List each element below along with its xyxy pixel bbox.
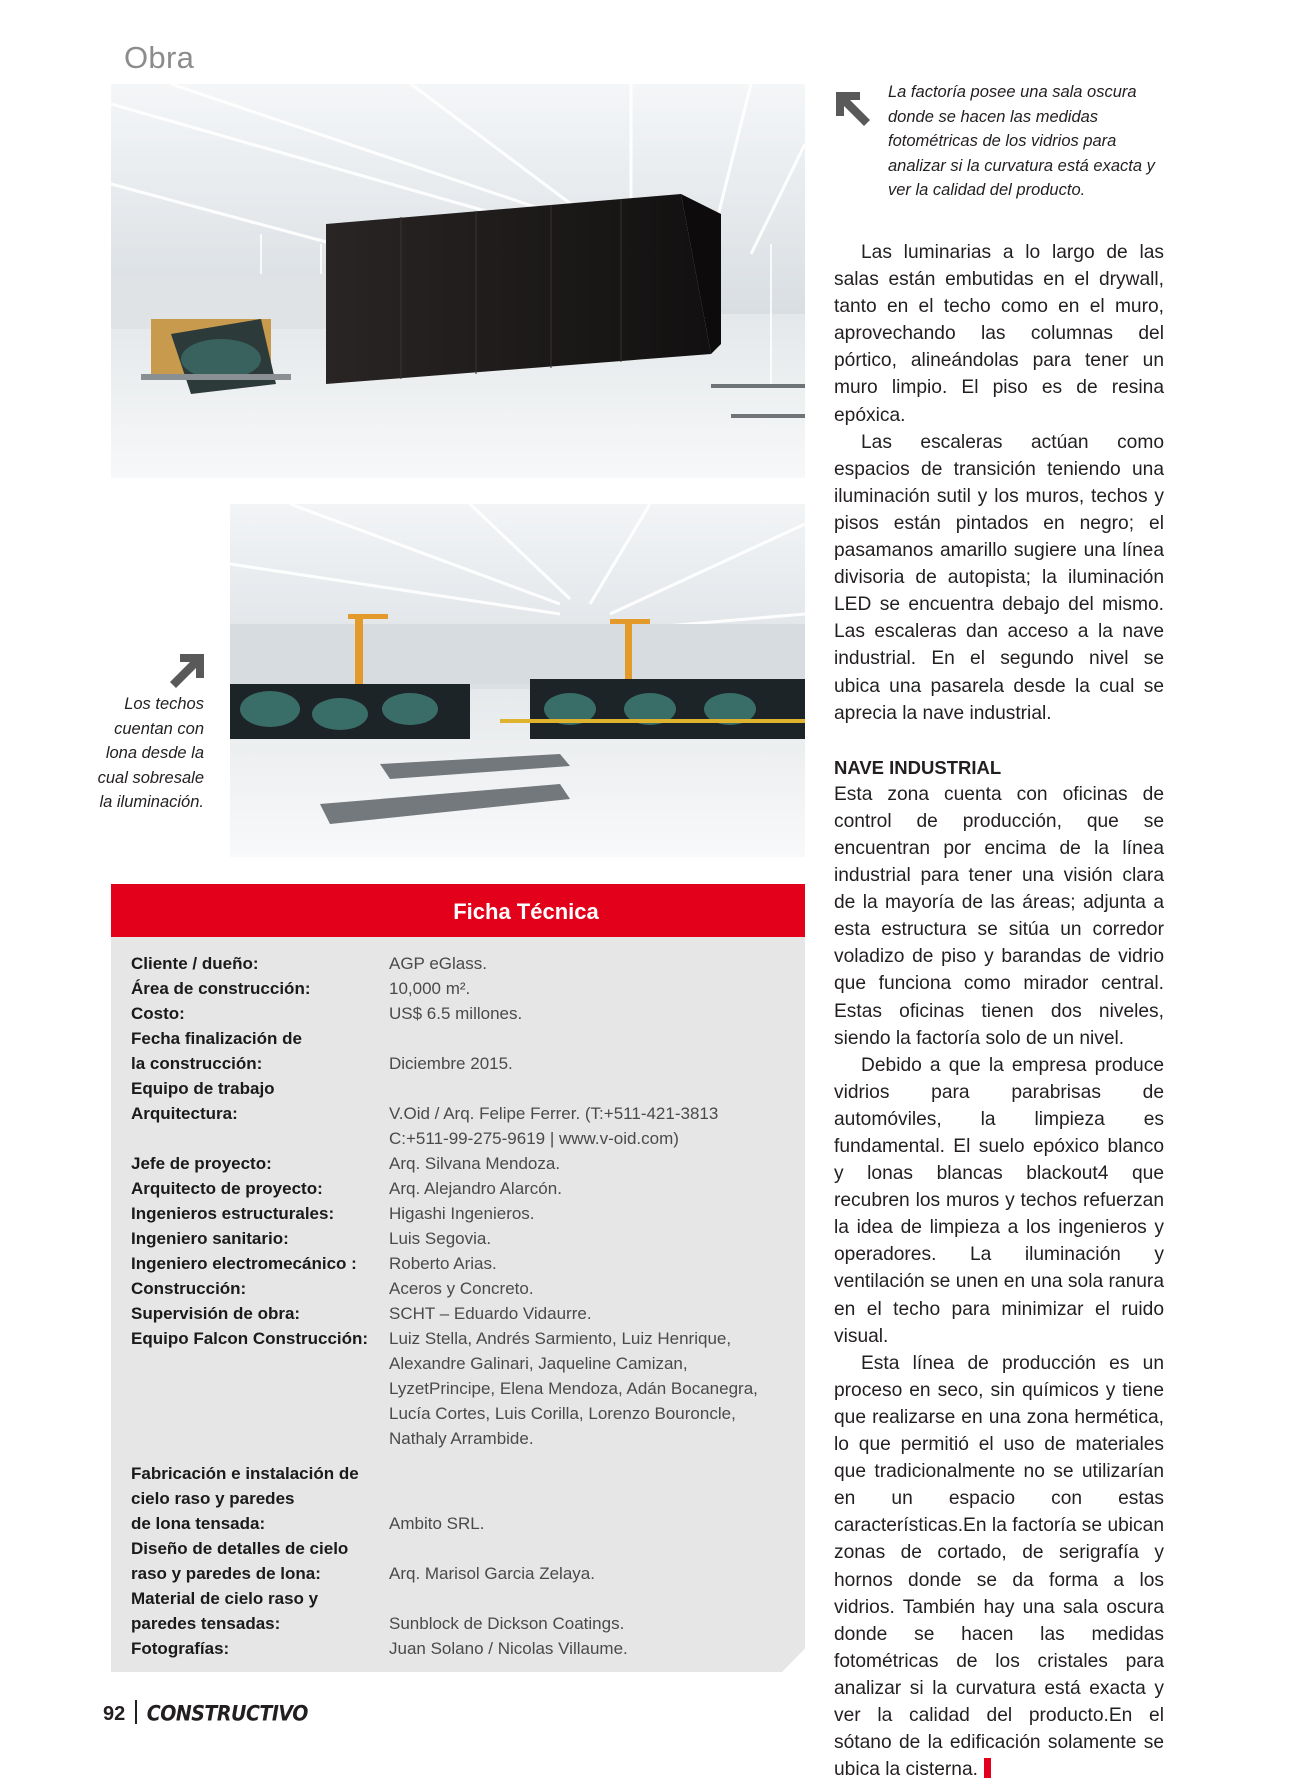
ficha-label: Arquitecto de proyecto:	[131, 1179, 323, 1198]
ficha-label: Ingenieros estructurales:	[131, 1204, 335, 1223]
ficha-row	[131, 1511, 791, 1536]
ficha-row	[131, 1636, 791, 1661]
arrow-up-left-icon	[834, 90, 874, 130]
ficha-value: Nathaly Arrambide.	[389, 1429, 534, 1448]
ficha-label: Fecha finalización de	[131, 1029, 302, 1048]
ficha-value: Luis Segovia.	[389, 1229, 492, 1248]
ficha-label: Jefe de proyecto:	[131, 1154, 272, 1173]
ficha-row	[131, 1176, 791, 1201]
ficha-label: Equipo Falcon Construcción:	[131, 1329, 369, 1348]
ficha-value: Ambito SRL.	[389, 1514, 485, 1533]
caption-dark-room: La factoría posee una sala oscura donde se hacen las medidas fotométricas de los vidrios para analizar si la curvatura está exacta y ver la calidad del producto.	[888, 83, 1155, 199]
paragraph: Debido a que la empresa produce vidrios para parabrisas de automóviles, la limpieza es fundamental. El suelo epóxico blanco y lonas blancas blackout4 que recubren los muros y techos refuerzan la idea de limpieza a los ingenieros y operadores. La iluminación y ventilación se unen en una sola ranura en el techo para minimizar el ruido visual.	[834, 1054, 1164, 1347]
end-mark	[984, 1758, 991, 1778]
magazine-name: CONSTRUCTIVO	[146, 1701, 308, 1727]
ficha-value: V.Oid / Arq. Felipe Ferrer. (T:+511-421-3813	[389, 1104, 719, 1123]
ficha-value: LyzetPrincipe, Elena Mendoza, Adán Bocanegra,	[389, 1379, 758, 1398]
ficha-row	[131, 1201, 791, 1226]
article-body	[834, 239, 1164, 1783]
ficha-value	[389, 1536, 791, 1561]
ficha-value: US$ 6.5 millones.	[389, 1004, 523, 1023]
ficha-row	[131, 1611, 791, 1636]
ficha-value: C:+511-99-275-9619 | www.v-oid.com)	[389, 1129, 679, 1148]
arrow-up-right-icon	[166, 652, 206, 692]
ficha-value: Aceros y Concreto.	[389, 1279, 534, 1298]
ficha-value	[389, 1026, 791, 1051]
ficha-row	[131, 1051, 791, 1076]
ficha-row	[131, 1426, 791, 1451]
page-footer	[103, 1700, 308, 1726]
ficha-label: Diseño de detalles de cielo	[131, 1539, 349, 1558]
ficha-label: Cliente / dueño:	[131, 954, 259, 973]
ficha-row	[131, 1076, 791, 1101]
paragraph: Esta zona cuenta con oficinas de control de producción, que se encuentran por encima de la línea industrial para tener una visión clara de la mayoría de las áreas; adjunta a esta estructura se sitúa un corredor voladizo de piso y barandas de vidrio que funciona como mirador central. Estas oficinas tienen dos niveles, siendo la factoría solo de un nivel.	[834, 783, 1164, 1049]
footer-divider	[135, 1700, 137, 1724]
ficha-title: Ficha Técnica	[453, 899, 599, 924]
ficha-label: paredes tensadas:	[131, 1614, 281, 1633]
ficha-value: Diciembre 2015.	[389, 1054, 513, 1073]
factory-dark-room-photo	[111, 84, 805, 478]
ficha-label: Arquitectura:	[131, 1104, 238, 1123]
ficha-row	[131, 1301, 791, 1326]
ficha-row	[131, 1376, 791, 1401]
ficha-label	[131, 1426, 389, 1451]
paragraph-text: Esta línea de producción es un proceso en seco, sin químicos y tiene que realizarse en una zona hermética, lo que permitió el uso de materiales que tradicionalmente no se utilizarían en un espacio con estas características.En la factoría se ubican zonas de cortado, de serigrafía y hornos donde se da forma a los vidrios. También hay una sala oscura donde se hacen las medidas fotométricas de los cristales para analizar si la curvatura está exacta y ver la calidad del producto.En el sótano de la edificación solamente se ubica la cisterna.	[834, 1352, 1164, 1781]
ficha-row	[131, 1101, 791, 1126]
ficha-label	[131, 1401, 389, 1426]
ficha-row	[131, 1351, 791, 1376]
ficha-row	[131, 1561, 791, 1586]
ficha-value: Lucía Cortes, Luis Corilla, Lorenzo Bouroncle,	[389, 1404, 736, 1423]
ficha-row	[131, 1401, 791, 1426]
ficha-value: Luiz Stella, Andrés Sarmiento, Luiz Henrique,	[389, 1329, 732, 1348]
paragraph: Las luminarias a lo largo de las salas están embutidas en el drywall, tanto en el techo como en el muro, aprovechando las columnas del pórtico, alineándolas para tener un muro limpio. El piso es de resina epóxica.	[834, 242, 1164, 426]
ficha-row	[131, 1151, 791, 1176]
caption-ceilings: Los techos cuentan con lona desde la cual sobresale la iluminación.	[97, 695, 204, 811]
ficha-row	[131, 1226, 791, 1251]
ficha-row	[131, 1451, 791, 1486]
ficha-label: Construcción:	[131, 1279, 247, 1298]
ficha-value	[389, 1486, 791, 1511]
ficha-row	[131, 951, 791, 976]
ficha-label: Ingeniero electromecánico :	[131, 1254, 357, 1273]
paragraph: Las escaleras actúan como espacios de transición teniendo una iluminación sutil y los muros, techos y pisos están pintados en negro; el pasamanos amarillo sugiere una línea divisoria de autopista; la iluminación LED se encuentra debajo del mismo. Las escaleras dan acceso a la nave industrial. En el segundo nivel se ubica una pasarela desde la cual se aprecia la nave industrial.	[834, 431, 1164, 724]
section-tag: Obra	[124, 40, 195, 75]
ficha-value	[389, 1451, 791, 1486]
ficha-row	[131, 1536, 791, 1561]
ficha-label: Fabricación e instalación de	[131, 1464, 359, 1483]
ficha-row	[131, 1126, 791, 1151]
ficha-value	[389, 1076, 791, 1101]
ficha-label	[131, 1376, 389, 1401]
ficha-label: cielo raso y paredes	[131, 1489, 295, 1508]
ficha-label	[131, 1351, 389, 1376]
ficha-label: Fotografías:	[131, 1639, 230, 1658]
page-number: 92	[103, 1703, 126, 1725]
ficha-label: raso y paredes de lona:	[131, 1564, 321, 1583]
ficha-row	[131, 1486, 791, 1511]
ficha-label: de lona tensada:	[131, 1514, 266, 1533]
ficha-value: Roberto Arias.	[389, 1254, 497, 1273]
ficha-row	[131, 1326, 791, 1351]
ficha-table	[131, 951, 791, 1661]
ficha-row	[131, 976, 791, 1001]
ficha-value	[389, 1586, 791, 1611]
ficha-value: Juan Solano / Nicolas Villaume.	[389, 1639, 628, 1658]
ficha-row	[131, 1026, 791, 1051]
ficha-value: AGP eGlass.	[389, 954, 487, 973]
subheading: NAVE INDUSTRIAL	[834, 756, 1002, 778]
ficha-label: Costo:	[131, 1004, 185, 1023]
ficha-label: la construcción:	[131, 1054, 263, 1073]
ficha-row	[131, 1276, 791, 1301]
ficha-label: Equipo de trabajo	[131, 1079, 275, 1098]
ficha-row	[131, 1586, 791, 1611]
paragraph-last	[834, 1350, 1164, 1783]
ficha-row	[131, 1001, 791, 1026]
ficha-value: Higashi Ingenieros.	[389, 1204, 535, 1223]
production-line-photo	[230, 504, 805, 857]
ficha-row	[131, 1251, 791, 1276]
ficha-value: Arq. Silvana Mendoza.	[389, 1154, 561, 1173]
ficha-label: Supervisión de obra:	[131, 1304, 301, 1323]
ficha-label: Ingeniero sanitario:	[131, 1229, 289, 1248]
ficha-value: Arq. Marisol Garcia Zelaya.	[389, 1564, 595, 1583]
ficha-header	[111, 884, 805, 937]
ficha-value: Arq. Alejandro Alarcón.	[389, 1179, 562, 1198]
ficha-value: 10,000 m².	[389, 979, 471, 998]
ficha-value: SCHT – Eduardo Vidaurre.	[389, 1304, 592, 1323]
ficha-label: Material de cielo raso y	[131, 1589, 319, 1608]
ficha-value: Alexandre Galinari, Jaqueline Camizan,	[389, 1354, 688, 1373]
ficha-label	[131, 1126, 389, 1151]
ficha-value: Sunblock de Dickson Coatings.	[389, 1614, 625, 1633]
ficha-label: Área de construcción:	[131, 979, 311, 998]
